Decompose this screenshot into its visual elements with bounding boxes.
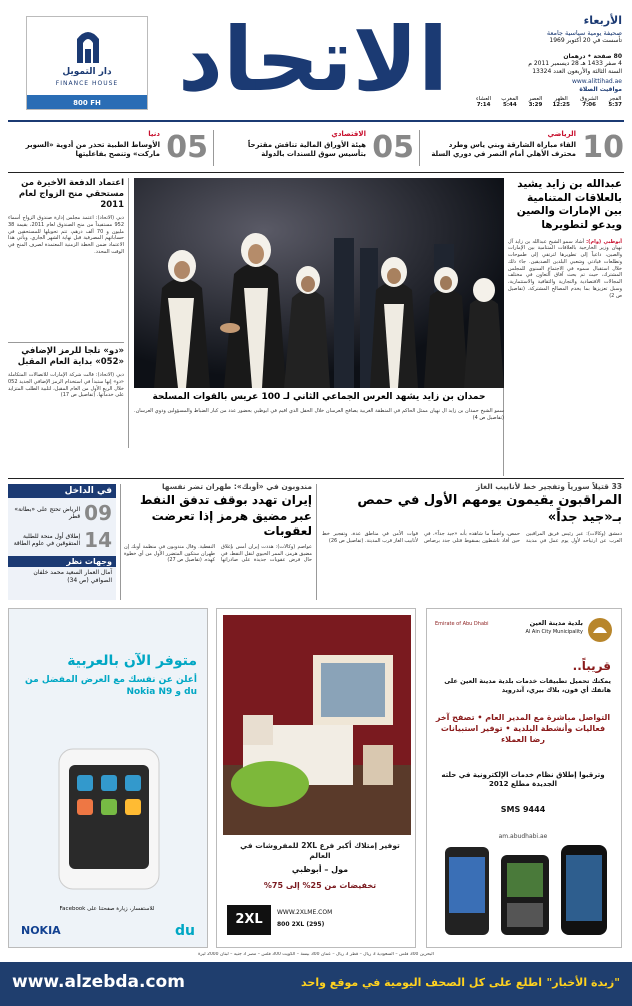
nokia-footer: للاستفسار، زيارة صفحتنا على Facebook xyxy=(59,906,155,913)
founded: تأسست في 20 أكتوبر 1969 xyxy=(549,37,622,45)
zebda-banner[interactable] xyxy=(0,962,632,1006)
lead-headline: عبدالله بن زايد يشيد بالعلاقات المتنامية بين الإمارات والصين ويدعو لتطويرها xyxy=(516,178,622,231)
index-box xyxy=(8,484,116,600)
masthead-logo: الاتحاد xyxy=(177,8,449,111)
col-divider xyxy=(120,484,121,600)
masthead xyxy=(0,0,632,120)
muni-headline: يمكنك تحميل تطبيقات خدمات بلدية مدينة العين على هاتفك أي فون، بلاك بيري، آندرويد xyxy=(444,677,611,694)
iran-body: عواصم (وكالات): هددت إيران أمس بإغلاق مضيق هرمز، الممر الحيوي لنقل النفط، في حال فرض عقوبات جديدة على صادراتها النفطية. وقال مندوبون في منظمة أوبك إن طهران ستكون المتضرر الأول من أي خطوة كهذه. (تفاصيل ص 27) xyxy=(124,543,312,564)
prayer-time: 3:29 xyxy=(528,101,543,108)
teaser-2-number: 05 xyxy=(372,130,414,165)
syria-kicker: 33 قتيلاً سورياً وتفجير خط لأنابيب الغاز xyxy=(475,482,622,491)
prayer-times xyxy=(476,86,622,108)
furniture-ad[interactable] xyxy=(216,608,416,948)
furniture-offer: توفير إمتلاك أكبر فرع 2XL للمفروشات في العالم xyxy=(240,841,400,861)
teasers-row xyxy=(8,126,624,170)
col-divider xyxy=(128,178,129,448)
website[interactable]: www.alittihad.ae xyxy=(571,78,622,86)
views-text: آمال العمار السعيد محمد خلفان الصوافي (ص 34) xyxy=(33,569,112,584)
teasers-rule xyxy=(8,172,624,173)
banner-text: اطلع على كل الصحف اليومية في موقع واحد xyxy=(301,976,542,989)
prayer-cell xyxy=(580,96,598,108)
teaser-3-number: 05 xyxy=(166,130,208,165)
prayer-time: 5:44 xyxy=(503,101,517,108)
prayer-time: 7:14 xyxy=(476,101,491,108)
banner-quote: "زبدة الأخبار" xyxy=(546,976,620,989)
prayer-cell xyxy=(552,96,570,108)
teaser-1[interactable] xyxy=(424,126,624,170)
prayer-name: العشاء xyxy=(476,95,492,102)
building-icon xyxy=(73,25,103,63)
du-brand: du xyxy=(175,923,195,939)
prayer-cell xyxy=(501,96,518,108)
lead-dateline: أبوظبي (وام): xyxy=(586,238,622,245)
lead-body-wrap xyxy=(508,239,622,300)
lead-body: أشاد سمو الشيخ عبدالله بن زايد آل نهيان وزير الخارجية بالعلاقات المتنامية بين الإمارات والصين، داعياً إلى تطويرها لترتقي إلى طموحات وتطلعات قيادتي وشعبي البلدين الصديقين. جاء ذلك خلال استقبال سموه في الاجتماع السنوي للمجلس المشترك، حيث تم بحث آفاق التعاون في مختلف المجالات الاقتصادية والتجارية والثقافية والاستثمارية، وسبل تعزيزها بما يخدم المصالح المشتركة. xyxy=(508,238,622,292)
index-item-1-text: الرياض تحتج على «بطانة» قطر xyxy=(14,505,81,520)
side-story-2[interactable] xyxy=(8,346,124,472)
day-label: الأربعاء xyxy=(583,14,622,27)
phone-image xyxy=(49,729,169,899)
teaser-2[interactable] xyxy=(218,126,414,170)
teaser-3[interactable] xyxy=(8,126,208,170)
muni-extra: وترقبوا إطلاق نظام خدمات الإلكترونية في حلته الجديدة مطلع 2012 xyxy=(441,771,605,789)
photo-caption-headline: حمدان بن زايد يشهد العرس الجماعي الثاني لـ 100 عريس بالقوات المسلحة xyxy=(152,392,486,402)
teaser-2-section: الاقتصادي xyxy=(331,130,366,138)
main-photo xyxy=(134,178,504,388)
finance-brand-en: FINANCE HOUSE xyxy=(55,80,119,87)
nokia-brand: NOKIA xyxy=(21,924,61,937)
mid-rule xyxy=(8,478,624,479)
index-item-1-num: 09 xyxy=(84,501,112,525)
photo-caption-body: سمو الشيخ حمدان بن زايد آل نهيان ممثل الحاكم في المنطقة الغربية يصافح العرسان خلال الحفل الذي أقيم في أبوظبي بحضور عدد من كبار الضباط والمسؤولين وذوي العرسان. (تفاصيل ص 4) xyxy=(134,408,504,421)
date-line-2: 4 صفر 1433 هـ 28 ديسمبر 2011 م xyxy=(528,60,622,68)
iran-story[interactable] xyxy=(124,482,312,602)
date-line-1: 80 صفحة • درهمان xyxy=(563,52,622,60)
furniture-discount: تخفيضات من 25% إلى 75% xyxy=(263,881,377,890)
index-item-1[interactable] xyxy=(8,498,116,528)
nokia-subline: أعلن عن نفسك مع العرض المفضل من du و Nokia N9 xyxy=(25,675,197,697)
index-title: في الداخل xyxy=(8,484,116,498)
col-divider xyxy=(316,484,317,600)
index-item-2[interactable] xyxy=(8,528,116,552)
finance-phone: 800 FH xyxy=(73,99,101,107)
date-line-3: السنة الثالثة والأربعون العدد 13324 xyxy=(532,67,622,75)
furniture-website[interactable]: WWW.2XLME.COM xyxy=(277,909,333,916)
masthead-info xyxy=(482,14,622,86)
prayer-name: الفجر xyxy=(608,95,622,102)
side-story-2-body: دبي (الاتحاد): قالت شركة الإمارات للاتصالات المتكاملة «دو» إنها ستبدأ في استخدام الرمز الإضافي الجديد 052 خلال الربع الأول من العام المقبل، لتلبية الطلب المتزايد على خدماتها. (تفاصيل ص 17) xyxy=(8,372,124,399)
price-strip: البحرين 300 فلس – السعودية 3 ريال – قطر 3 ريال – عمان 300 بيسة – الكويت 300 فلس – مصر 3 جنيه – لبنان 2000 ليرة xyxy=(198,952,434,957)
teaser-divider xyxy=(419,130,420,166)
views-title: وجهات نظر xyxy=(8,556,116,567)
muni-dept: Emirate of Abu Dhabi xyxy=(435,621,489,627)
prayer-time: 12:25 xyxy=(552,101,570,108)
muni-sms: SMS 9444 xyxy=(500,805,546,814)
prayer-name: الظهر xyxy=(554,95,568,102)
emblem-icon xyxy=(587,617,613,643)
syria-body: دمشق (وكالات): عبر رئيس فريق المراقبين العرب عن ارتياحه لأول يوم عمل في مدينة حمص، واصفاً ما شاهده بأنه «جيد جداً»، في حين أفاد ناشطون بسقوط قتلى جدد برصاص قوات الأمن في مناطق عدة، وتفجير خط لأنابيب الغاز قرب المدينة. (تفاصيل ص 26) xyxy=(322,530,622,544)
nokia-headline: متوفر الآن بالعربية xyxy=(67,653,197,669)
syria-story[interactable] xyxy=(322,482,622,602)
lead-continued: (تفاصيل ص 2) xyxy=(508,285,622,299)
side-story-2-headline: «دو» تلجأ للرمز الإضافي «052» بداية العام المقبل xyxy=(17,346,124,368)
prayer-title: مواقيت الصلاة xyxy=(579,86,622,93)
phones-icon xyxy=(437,841,613,939)
prayer-cell xyxy=(608,96,622,108)
muni-soon: قريباً.. xyxy=(572,659,611,673)
index-item-2-text: إطلاق أول منحة للطلبة المتفوقين في علوم الطاقة xyxy=(13,532,81,547)
side-rule xyxy=(8,342,124,343)
prayer-cell xyxy=(529,96,543,108)
index-item-2-num: 14 xyxy=(84,528,112,552)
side-story-body: دبي (الاتحاد): اعتمد مجلس إدارة صندوق الزواج أسماء 952 مستفيداً من منح الصندوق لعام 2011، بقيمة 38 مليون و 70 ألف درهم، تتم تحويلها للمستحقين في حساباتهم المصرفية قبل نهاية الشهر الجاري. ويأتي هذا الاعتماد ضمن الخطة الزمنية المعتمدة لصرف المنح في الوقت المحدد. xyxy=(8,215,124,255)
banner-site[interactable]: www.alzebda.com xyxy=(12,972,185,992)
muni-org-en: Al Ain City Municipality xyxy=(525,629,583,635)
masthead-rule xyxy=(8,120,624,122)
teaser-2-text: هيئة الأوراق المالية تناقش مقترحاً بتأسيس سوق للسندات بالدولة xyxy=(247,141,366,159)
municipality-ad[interactable] xyxy=(426,608,622,948)
teaser-3-section: دنيا xyxy=(148,130,160,138)
teaser-1-section: الرياضي xyxy=(547,130,576,138)
iran-headline: إيران تهدد بوقف تدفق النفط عبر مضيق هرمز إذا تعرضت لعقوبات xyxy=(140,493,312,539)
finance-house-ad[interactable] xyxy=(26,16,148,110)
muni-website[interactable]: am.abudhabi.ae xyxy=(498,833,548,840)
lead-story[interactable] xyxy=(508,178,622,478)
furniture-logo: 2XL xyxy=(227,905,271,935)
teaser-divider xyxy=(213,130,214,166)
furniture-location: مول – أبوظبي xyxy=(291,865,349,874)
furniture-phone: 800 2XL (295) xyxy=(277,921,325,928)
nokia-ad[interactable] xyxy=(8,608,208,948)
muni-features: التواصل مباشرة مع المدير العام • تصفح آخر فعاليات وأنشطة البلدية • توفير استبيانات رضا العملاء xyxy=(435,713,611,744)
finance-brand-ar: دار التمويل xyxy=(62,67,112,77)
ceremony-photo xyxy=(134,178,504,388)
muni-org-ar: بلدية مدينة العين xyxy=(529,619,583,627)
teaser-1-number: 10 xyxy=(582,130,624,165)
prayer-name: المغرب xyxy=(501,95,519,102)
prayer-name: الشروق xyxy=(580,95,599,102)
teaser-3-text: الأوساط الطبية تحذر من أدوية «السوبر ماركت» وتنصح بفاعليتها xyxy=(25,141,160,159)
prayer-cell xyxy=(476,96,491,108)
prayer-time: 7:06 xyxy=(582,101,596,108)
teaser-1-text: القاء مباراة الشارقة وبني ياس وطرد محترف الأهلي أمام النصر في دوري السلة xyxy=(431,141,576,159)
furniture-badge xyxy=(231,761,309,807)
side-story-headline: اعتماد الدفعة الأخيرة من مستحقي منح الزواج لعام 2011 xyxy=(18,178,124,211)
prayer-name: العصر xyxy=(528,95,543,102)
iran-kicker: مندوبون في «أوبك»: طهران تضر نفسها xyxy=(161,482,312,491)
prayer-time: 5:37 xyxy=(608,101,622,108)
side-story[interactable] xyxy=(8,178,124,338)
syria-headline: المراقبون يقيمون يومهم الأول في حمص بـ«جيد جداً» xyxy=(357,493,622,525)
tagline: صحيفة يومية سياسية جامعة xyxy=(546,29,622,37)
prayer-row xyxy=(476,96,622,108)
